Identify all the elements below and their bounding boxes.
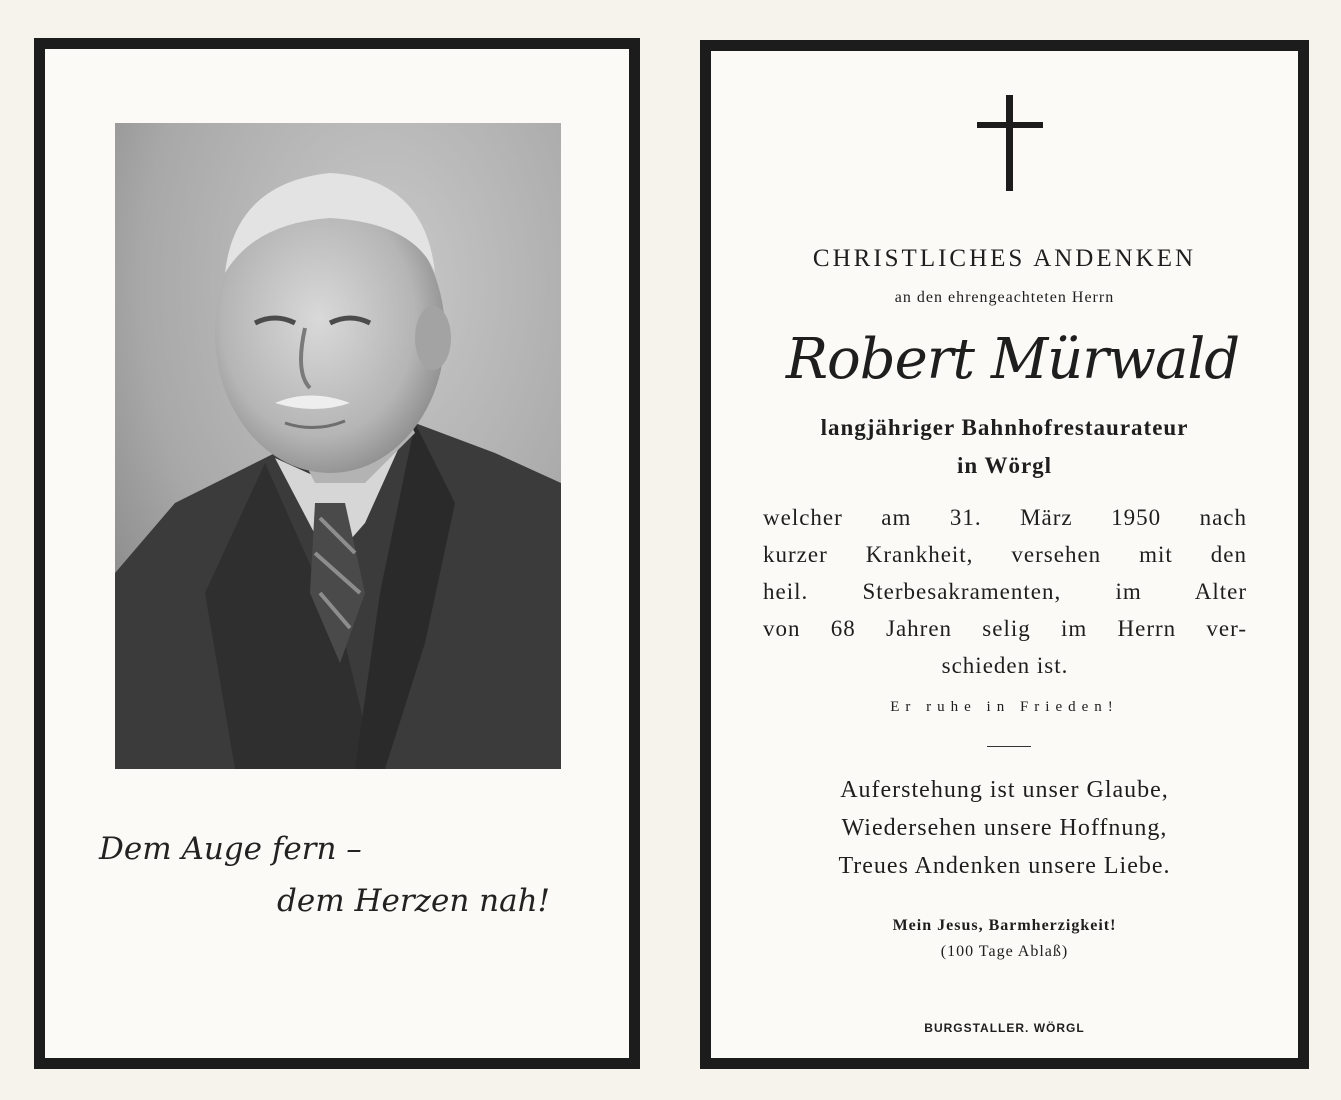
- prayer: Mein Jesus, Barmherzigkeit!: [892, 917, 1117, 934]
- obituary-line: heil. Sterbesakramenten, im Alter: [763, 579, 1247, 604]
- obituary-line: welcher am 31. März 1950 nach: [763, 505, 1247, 530]
- deceased-name: Robert Mürwald: [785, 327, 1240, 392]
- divider: [987, 746, 1031, 747]
- cross-icon: [977, 95, 1043, 195]
- obituary-line: von 68 Jahren selig im Herrn ver-: [763, 616, 1247, 641]
- obituary-text: [763, 499, 1247, 684]
- verse-line: Auferstehung ist unser Glaube,: [840, 777, 1169, 803]
- deceased-place: in Wörgl: [956, 453, 1053, 478]
- motto-line-2: dem Herzen nah!: [277, 883, 551, 919]
- obituary-line: schieden ist.: [941, 653, 1069, 678]
- printer-mark: BURGSTALLER. WÖRGL: [924, 1021, 1085, 1035]
- deceased-role: langjähriger Bahnhofrestaurateur: [820, 415, 1189, 440]
- heading: CHRISTLICHES ANDENKEN: [812, 245, 1197, 272]
- right-panel: [700, 40, 1309, 1069]
- indulgence: (100 Tage Ablaß): [940, 943, 1069, 960]
- subheading: an den ehrengeachteten Herrn: [894, 289, 1115, 306]
- verse-line: Wiedersehen unsere Hoffnung,: [841, 815, 1168, 841]
- portrait-photo: [115, 123, 561, 769]
- verse: [711, 771, 1298, 885]
- rest-in-peace: Er ruhe in Frieden!: [890, 699, 1119, 715]
- verse-line: Treues Andenken unsere Liebe.: [838, 853, 1171, 879]
- obituary-line: kurzer Krankheit, versehen mit den: [763, 542, 1247, 567]
- motto-line-1: Dem Auge fern –: [99, 831, 362, 867]
- left-panel: [34, 38, 640, 1069]
